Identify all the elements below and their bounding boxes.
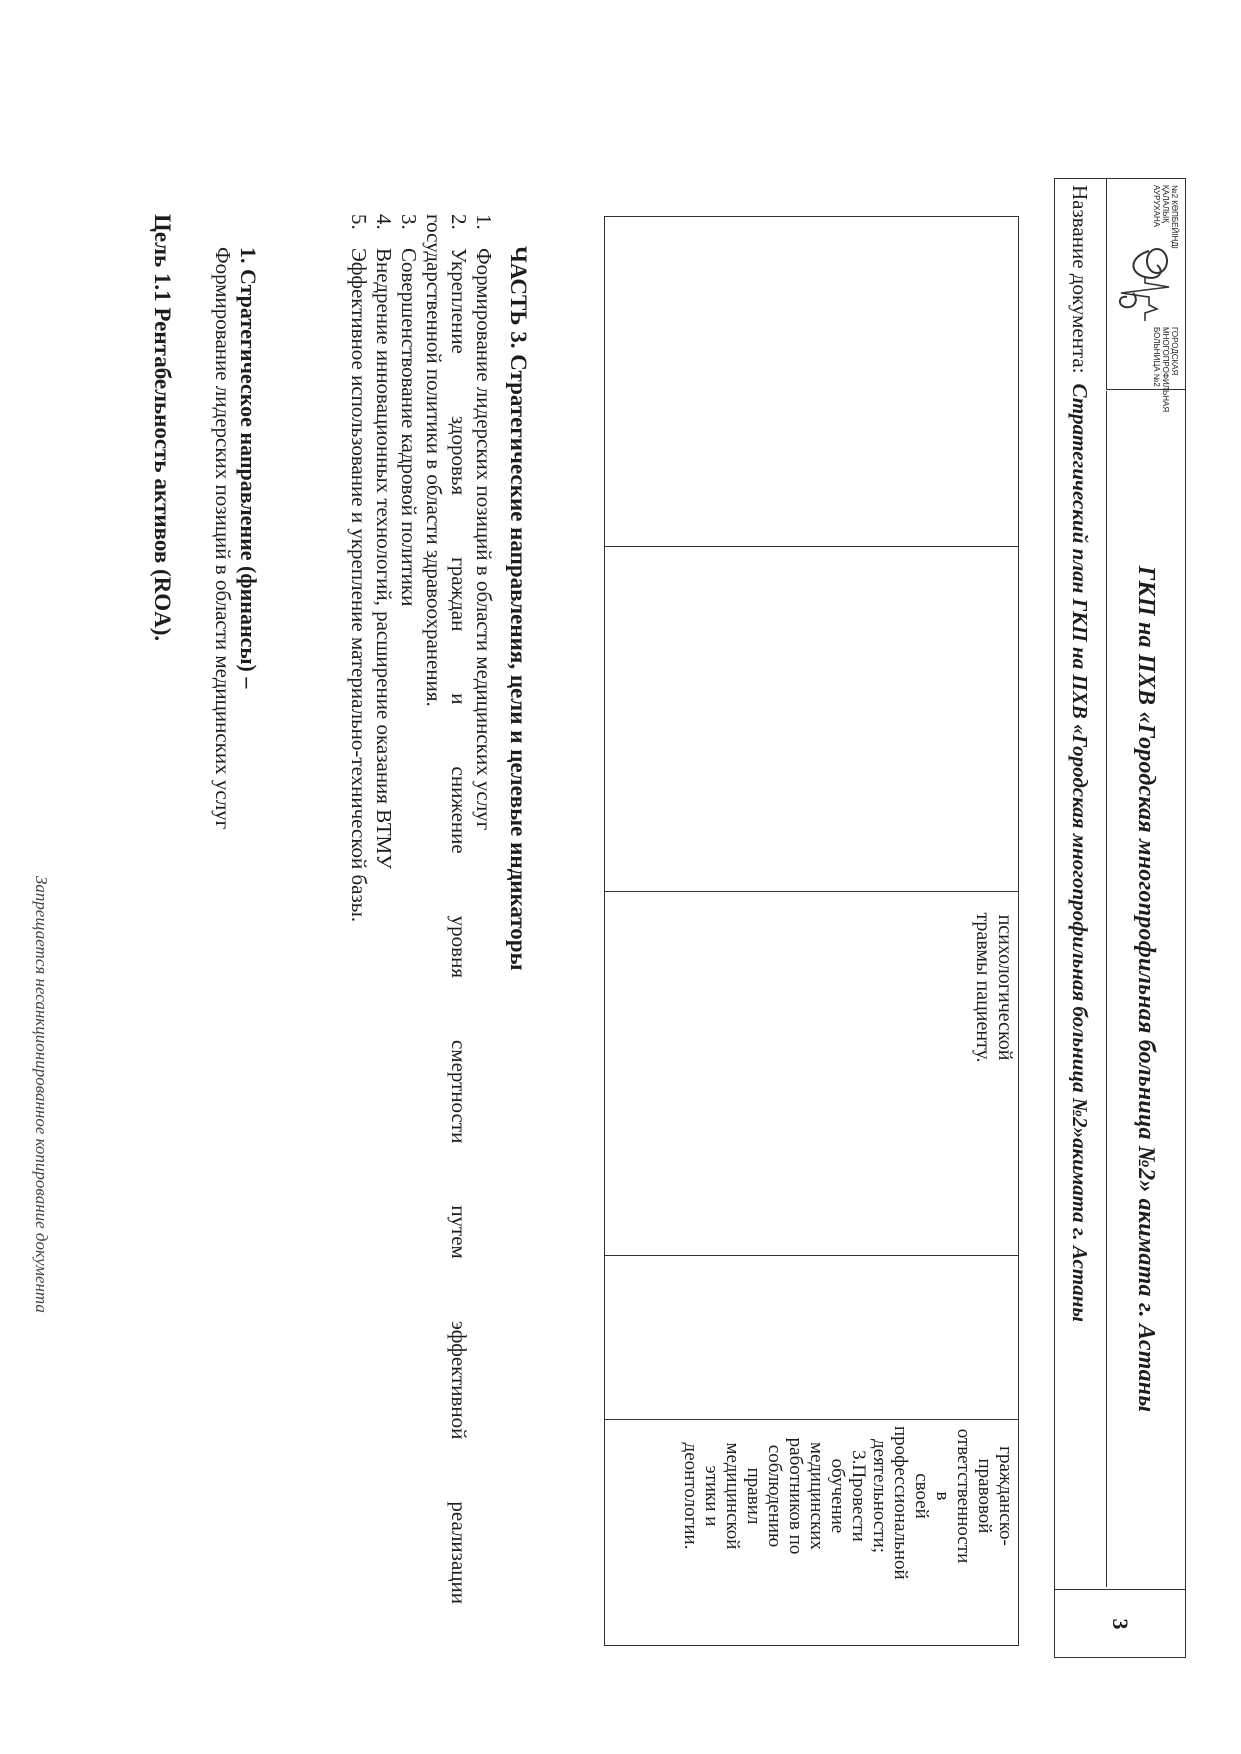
list-item xyxy=(396,214,421,1604)
table-cell-line: деятельности; xyxy=(869,1438,890,1554)
table-cell-line: ответственности в xyxy=(932,1428,974,1564)
list-item-text: Формирование лидерских позиций в области медицинских услуг xyxy=(472,248,496,831)
list-item-text: Эффективное использование и укрепление материально-технической базы. xyxy=(347,248,371,923)
list-item-number: 5. xyxy=(347,214,371,230)
header-title: ГКП на ПХВ «Городская многопрофильная больница №2» акимата г. Астаны xyxy=(1133,565,1160,1413)
strategic-direction-heading: 1. Стратегическое направление (финансы) – xyxy=(236,247,261,689)
list-item-number: 3. xyxy=(397,214,421,230)
table-cell-line: профессиональной xyxy=(890,1426,911,1580)
list-item xyxy=(471,214,496,1604)
table-cell-line: своей xyxy=(911,1473,932,1519)
header-title-cell xyxy=(1106,391,1185,1587)
table-cell-line: 3.Провести xyxy=(848,1450,869,1542)
copy-protection-footer: Запрещается несанкционированное копирование документа xyxy=(32,876,51,1313)
page-number: 3 xyxy=(1055,1589,1185,1658)
document-name-row xyxy=(1055,179,1105,1587)
list-item-number: 2. xyxy=(447,214,471,230)
table-cell-line: правовой xyxy=(974,1458,995,1534)
logo-text-kz-2: ҚАЛАЛЫҚ xyxy=(1161,185,1170,223)
list-item-text: Совершенствование кадровой политики xyxy=(397,248,421,607)
table-column-3 xyxy=(605,892,1018,1256)
document-name-value: Стратегический план ГКП на ПХВ «Городская многопрофильная больница №2»акимата г. Астаны xyxy=(1068,383,1093,1322)
list-item-number: 1. xyxy=(472,214,496,230)
table-cell-line: медицинских xyxy=(806,1442,827,1550)
table-column-4 xyxy=(605,1256,1018,1420)
list-item-continuation xyxy=(421,214,446,1604)
document-header xyxy=(1054,178,1186,1658)
table-cell-line: обучение xyxy=(827,1458,848,1534)
strategic-directions-list xyxy=(346,214,496,1604)
table-column-5 xyxy=(605,1420,1018,1645)
logo-text-ru-3: БОЛЬНИЦА №2 xyxy=(1152,327,1161,387)
table-cell-line: соблюдению xyxy=(764,1444,785,1548)
list-item-text: Внедрение инновационных технологий, расширение оказания ВТМУ xyxy=(372,248,396,870)
table-cell-text-list xyxy=(680,1426,1016,1580)
table-cell-line: гражданско- xyxy=(995,1446,1016,1546)
list-item xyxy=(346,214,371,1604)
logo-text-ru-1: ГОРОДСКАЯ xyxy=(1170,327,1179,376)
table-cell-line: правил xyxy=(743,1467,764,1525)
logo-text-kz-3: АУРУХАНА xyxy=(1152,185,1161,228)
table-column-2 xyxy=(605,547,1018,892)
list-item-text: Укрепление здоровья граждан и снижение уровня смертности путем эффективной реализации xyxy=(447,248,471,1604)
strategy-table xyxy=(604,216,1019,1646)
strategic-direction-text: Формирование лидерских позиций в области медицинских услуг xyxy=(211,247,235,830)
table-column-1 xyxy=(605,217,1018,547)
table-cell-line: работников по xyxy=(785,1437,806,1555)
goal-heading: Цель 1.1 Рентабельность активов (ROA). xyxy=(150,214,175,642)
hospital-logo-icon xyxy=(1113,243,1179,323)
part3-heading: ЧАСТЬ 3. Стратегические направления, цели и целевые индикаторы xyxy=(506,246,531,971)
list-item xyxy=(446,214,471,1604)
list-item-text-continuation: государственной политики в области здравоохранения. xyxy=(422,214,446,707)
table-cell-line: медицинской xyxy=(722,1442,743,1550)
list-item xyxy=(371,214,396,1604)
table-cell-line: этики и xyxy=(701,1465,722,1527)
document-name-label: Название документа: xyxy=(1068,185,1093,374)
logo-text-ru-2: МНОГОПРОФИЛЬНАЯ xyxy=(1161,327,1170,413)
table-cell-line: деонтологии. xyxy=(680,1442,701,1550)
hospital-logo xyxy=(1106,179,1185,413)
table-cell-text: психологической травмы пациенту. xyxy=(972,912,1016,1063)
logo-text-kz-1: №2 КӨПБЕЙІНДІ xyxy=(1170,185,1179,249)
list-item-number: 4. xyxy=(372,214,396,230)
